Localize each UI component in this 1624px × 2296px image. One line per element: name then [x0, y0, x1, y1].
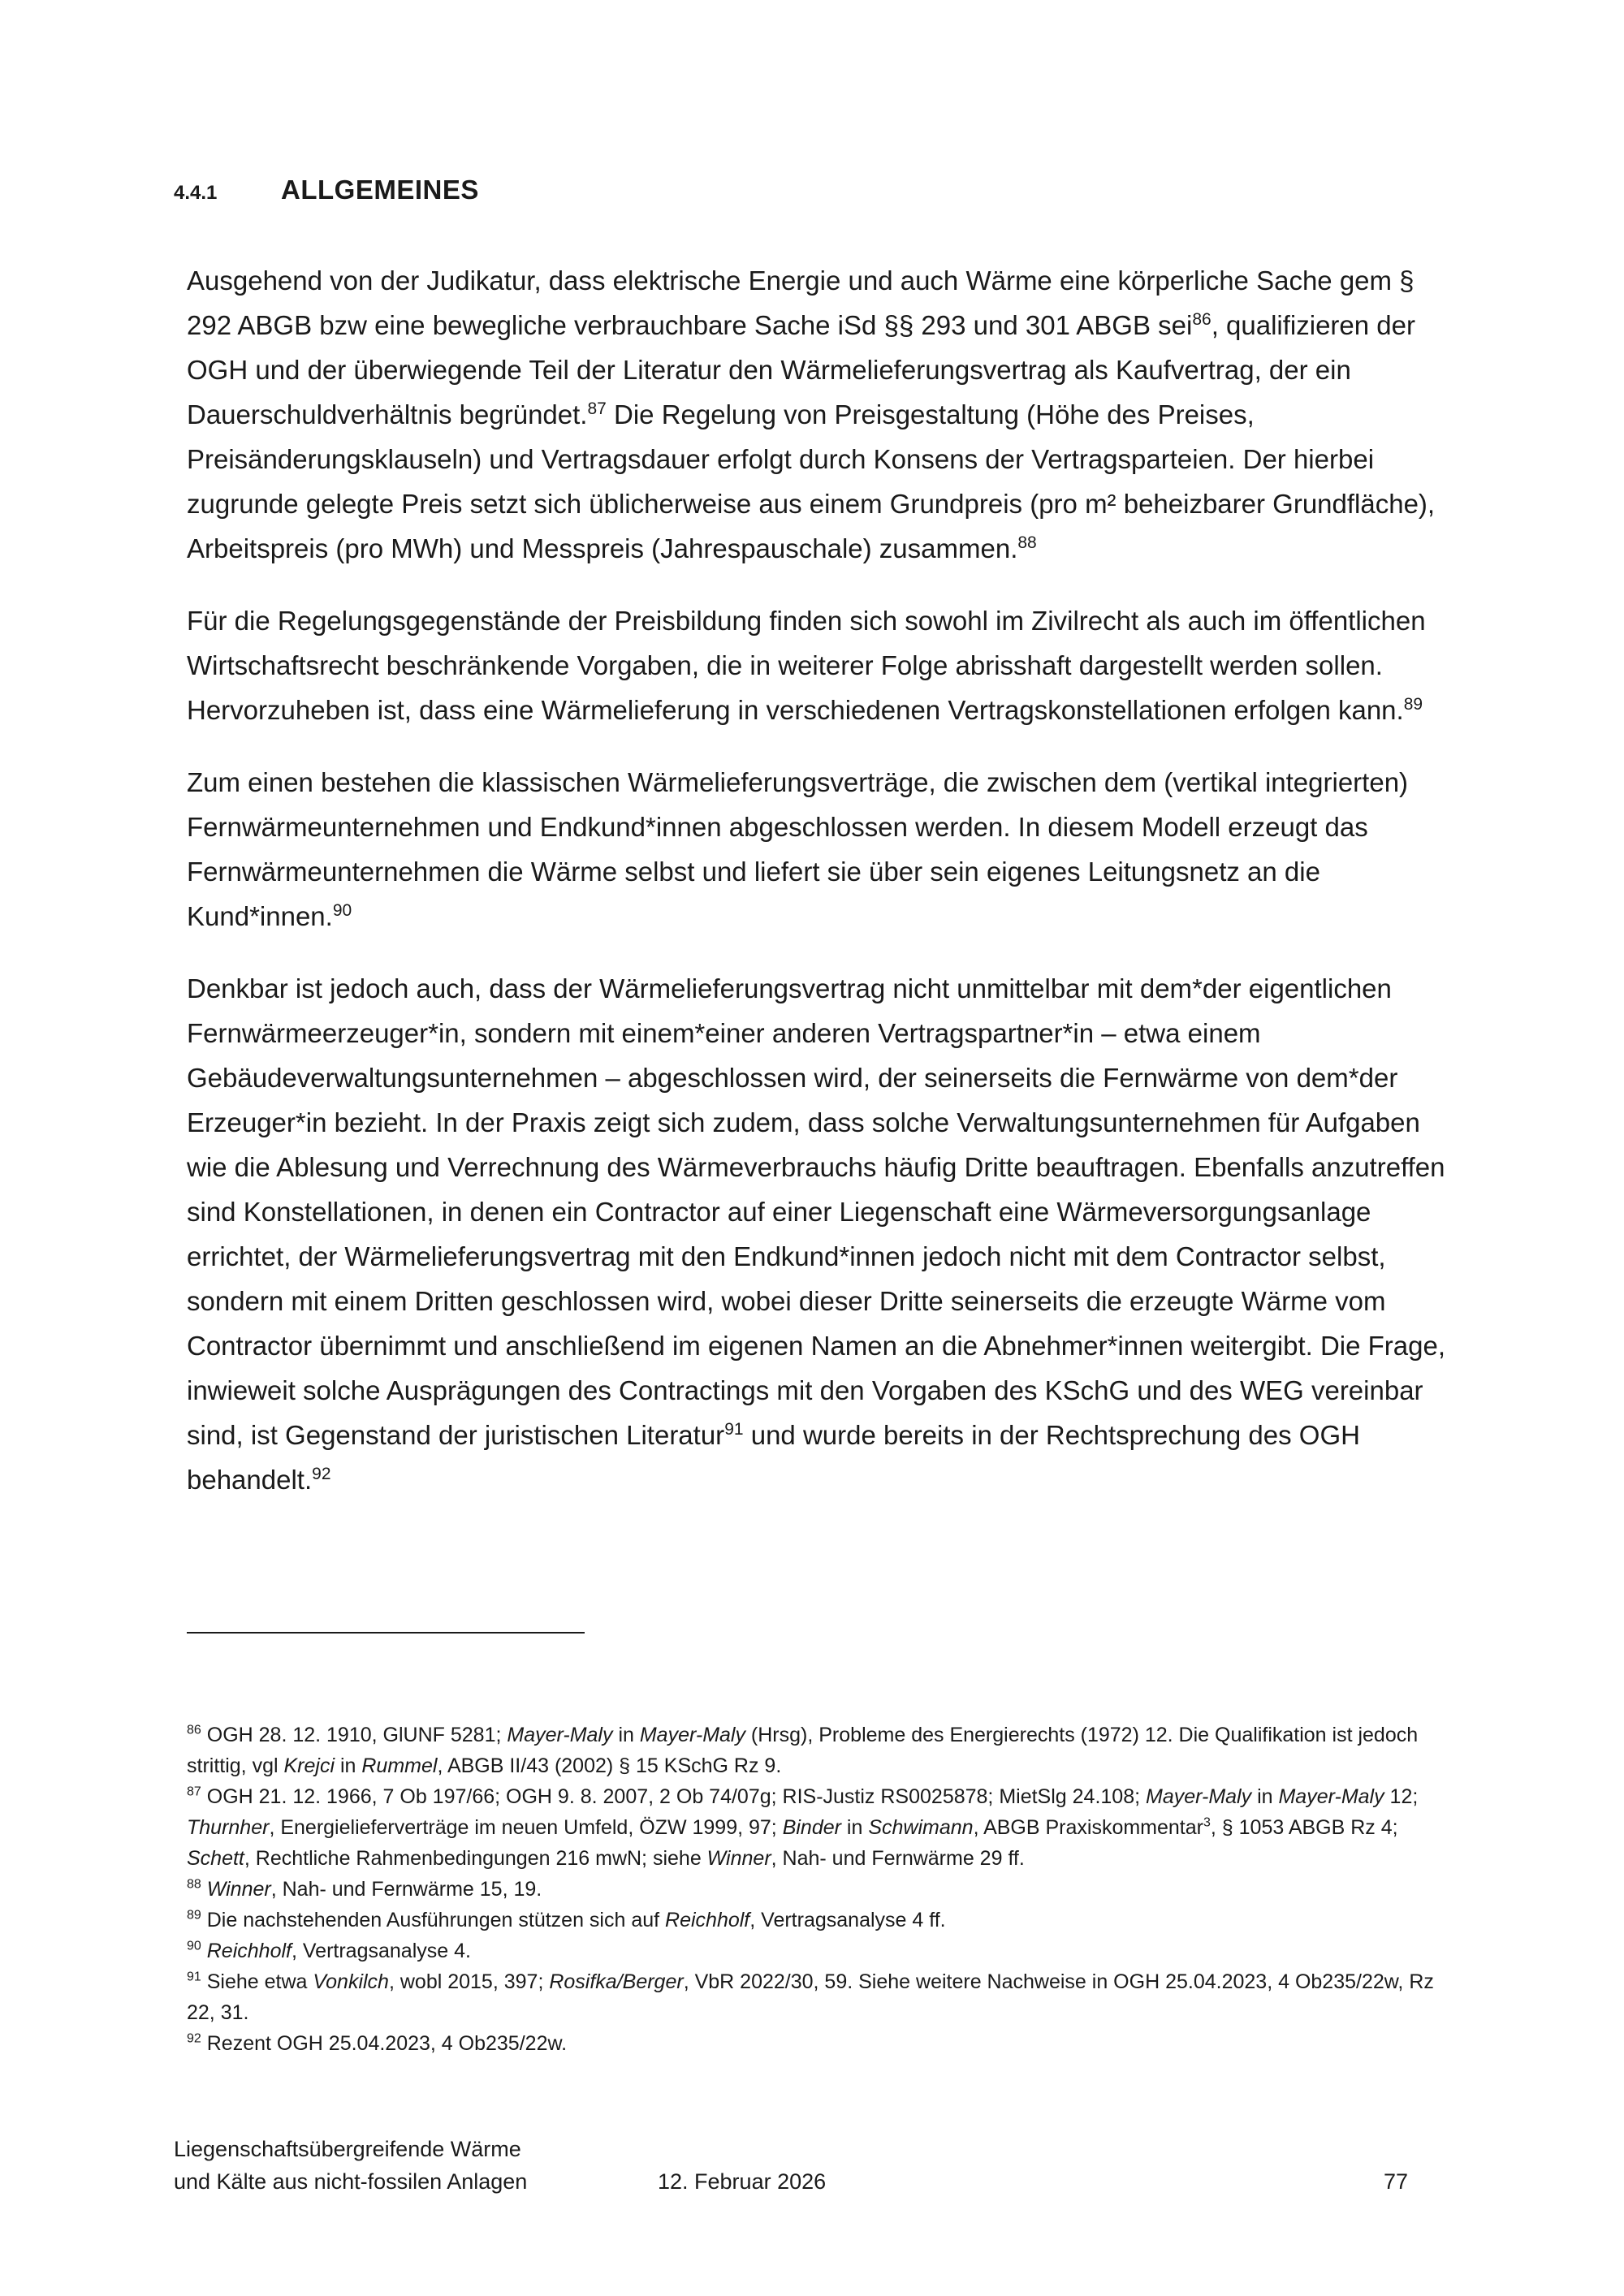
author-name: Rosifka/Berger	[549, 1970, 684, 1993]
text-run: , wobl 2015, 397;	[388, 1970, 550, 1993]
body-text	[187, 258, 1453, 1530]
footnote	[187, 1966, 1453, 2028]
text-run: in	[1251, 1785, 1279, 1808]
author-name: Mayer-Maly	[1146, 1785, 1252, 1808]
text-run: Denkbar ist jedoch auch, dass der Wärmelieferungsvertrag nicht unmittelbar mit dem*der eigentlichen Fernwärmeerzeuger*in, sondern mit einem*einer anderen Vertragspartner*in – etwa einem Gebäudeverwaltungsunternehmen – abgeschlossen wird, der seinerseits die Fernwärme von dem*der Erzeuger*in bezieht. In der Praxis zeigt sich zudem, dass solche Verwaltungsunternehmen für Aufgaben wie die Ablesung und Verrechnung des Wärmeverbrauchs häufig Dritte beauftragen. Ebenfalls anzutreffen sind Konstellationen, in denen ein Contractor auf einer Liegenschaft eine Wärmeversorgungsanlage errichtet, der Wärmelieferungsvertrag mit den Endkund*innen jedoch nicht mit dem Contractor selbst, sondern mit einem Dritten geschlossen wird, wobei dieser Dritte seinerseits die erzeugte Wärme vom Contractor übernimmt und anschließend im eigenen Namen an die Abnehmer*innen weitergibt. Die Frage, inwieweit solche Ausprägungen des Contractings mit den Vorgaben des KSchG und des WEG vereinbar sind, ist Gegenstand der juristischen Literatur	[187, 973, 1446, 1450]
footnote-marker: 86	[1192, 310, 1212, 329]
text-run	[201, 1878, 207, 1901]
footnote-marker: 91	[724, 1420, 744, 1439]
footnote-marker: 92	[187, 2031, 201, 2046]
footnote-marker: 92	[312, 1465, 331, 1483]
author-name: Schwimann	[868, 1816, 974, 1839]
footnote-marker: 90	[332, 901, 352, 920]
author-name: Reichholf	[665, 1909, 750, 1931]
text-run: , VbR 2022/30, 59. Siehe weitere Nachweise in OGH 25.04.2023, 4 Ob235/22w, Rz 22, 31.	[187, 1970, 1434, 2024]
footnote	[187, 1936, 1453, 1966]
text-run: , qualifizieren der OGH und der überwiegende Teil der Literatur den Wärmelieferungsvertrag als Kaufvertrag, der ein Dauerschuldverhältnis begründet.	[187, 310, 1415, 429]
text-run: Die nachstehenden Ausführungen stützen sich auf	[201, 1909, 666, 1931]
footnote-marker: 3	[1203, 1815, 1211, 1830]
footnote-marker: 88	[187, 1877, 201, 1892]
section-number: 4.4.1	[174, 182, 218, 204]
footnote	[187, 1874, 1453, 1905]
section-heading	[174, 175, 479, 205]
paragraph	[187, 966, 1453, 1502]
text-run: , Nah- und Fernwärme 15, 19.	[270, 1878, 542, 1901]
footnote-marker: 86	[187, 1723, 201, 1737]
text-run: und wurde bereits in der Rechtsprechung des OGH behandelt.	[187, 1420, 1360, 1495]
text-run: in	[840, 1816, 869, 1839]
text-run: , Vertragsanalyse 4 ff.	[749, 1909, 946, 1931]
paragraph	[187, 258, 1453, 571]
text-run: Die Regelung von Preisgestaltung (Höhe des Preises, Preisänderungsklauseln) und Vertragsdauer erfolgt durch Konsens der Vertragsparteien. Der hierbei zugrunde gelegte Preis setzt sich üblicherweise aus einem Grundpreis (pro m² beheizbarer Grundfläche), Arbeitspreis (pro MWh) und Messpreis (Jahrespauschale) zusammen.	[187, 399, 1436, 563]
text-run: 12;	[1384, 1785, 1419, 1808]
footnote-marker: 87	[187, 1785, 201, 1799]
text-run: in	[335, 1754, 362, 1777]
text-run: , ABGB II/43 (2002) § 15 KSchG Rz 9.	[437, 1754, 782, 1777]
footnote-marker: 88	[1017, 533, 1037, 552]
footer-document-title	[174, 2133, 527, 2198]
footnote-marker: 89	[1403, 695, 1423, 714]
text-run: (Hrsg), Probleme des Energierechts (1972) 12. Die Qualifikation ist jedoch strittig, vgl	[187, 1724, 1419, 1777]
text-run: in	[612, 1724, 640, 1746]
footnote-marker: 89	[187, 1908, 201, 1923]
footnote-separator	[187, 1632, 585, 1634]
text-run: Rezent OGH 25.04.2023, 4 Ob235/22w.	[201, 2032, 568, 2055]
author-name: Mayer-Maly	[1278, 1785, 1384, 1808]
footnote	[187, 1720, 1453, 1781]
text-run: Ausgehend von der Judikatur, dass elektrische Energie und auch Wärme eine körperliche Sache gem § 292 ABGB bzw eine bewegliche verbrauchbare Sache iSd §§ 293 und 301 ABGB sei	[187, 265, 1415, 340]
author-name: Thurnher	[187, 1816, 270, 1839]
text-run: , § 1053 ABGB Rz 4;	[1210, 1816, 1398, 1839]
text-run: , Nah- und Fernwärme 29 ff.	[771, 1847, 1025, 1870]
text-run: OGH 28. 12. 1910, GlUNF 5281;	[201, 1724, 508, 1746]
text-run: Zum einen bestehen die klassischen Wärmelieferungsverträge, die zwischen dem (vertikal integrierten) Fernwärmeunternehmen und Endkund*innen abgeschlossen werden. In diesem Modell erzeugt das Fernwärmeunternehmen die Wärme selbst und liefert sie über sein eigenes Leitungsnetz an die Kund*innen.	[187, 767, 1409, 931]
paragraph	[187, 598, 1453, 732]
page-number: 77	[1383, 2169, 1408, 2194]
footnotes	[187, 1720, 1453, 2059]
text-run	[201, 1940, 207, 1962]
section-title: ALLGEMEINES	[281, 175, 479, 205]
author-name: Rummel	[361, 1754, 438, 1777]
author-name: Binder	[782, 1816, 841, 1839]
footer-title-line: Liegenschaftsübergreifende Wärme	[174, 2137, 521, 2161]
footnote-marker: 90	[187, 1939, 201, 1953]
footnote-marker: 91	[187, 1970, 201, 1984]
footnote	[187, 2028, 1453, 2059]
footer-date: 12. Februar 2026	[658, 2169, 827, 2194]
paragraph	[187, 760, 1453, 939]
footnote-marker: 87	[587, 399, 607, 418]
author-name: Schett	[187, 1847, 244, 1870]
text-run: Für die Regelungsgegenstände der Preisbildung finden sich sowohl im Zivilrecht als auch im öffentlichen Wirtschaftsrecht beschränkende Vorgaben, die in weiterer Folge abrisshaft dargestellt werden sollen. Hervorzuheben ist, dass eine Wärmelieferung in verschiedenen Vertragskonstellationen erfolgen kann.	[187, 606, 1426, 725]
text-run: Siehe etwa	[201, 1970, 313, 1993]
author-name: Winner	[706, 1847, 771, 1870]
footnote	[187, 1781, 1453, 1874]
text-run: OGH 21. 12. 1966, 7 Ob 197/66; OGH 9. 8. 2007, 2 Ob 74/07g; RIS-Justiz RS0025878; MietSlg 24.108;	[201, 1785, 1146, 1808]
author-name: Mayer-Maly	[639, 1724, 745, 1746]
text-run: , Rechtliche Rahmenbedingungen 216 mwN; siehe	[244, 1847, 707, 1870]
author-name: Winner	[206, 1878, 271, 1901]
author-name: Vonkilch	[313, 1970, 389, 1993]
footer-title-line: und Kälte aus nicht-fossilen Anlagen	[174, 2169, 528, 2194]
page-footer	[174, 2133, 1408, 2206]
author-name: Mayer-Maly	[507, 1724, 613, 1746]
footnote	[187, 1905, 1453, 1936]
text-run: , Vertragsanalyse 4.	[291, 1940, 471, 1962]
author-name: Reichholf	[206, 1940, 292, 1962]
text-run: , Energielieferverträge im neuen Umfeld, ÖZW 1999, 97;	[269, 1816, 783, 1839]
author-name: Krejci	[283, 1754, 335, 1777]
text-run: , ABGB Praxiskommentar	[973, 1816, 1203, 1839]
